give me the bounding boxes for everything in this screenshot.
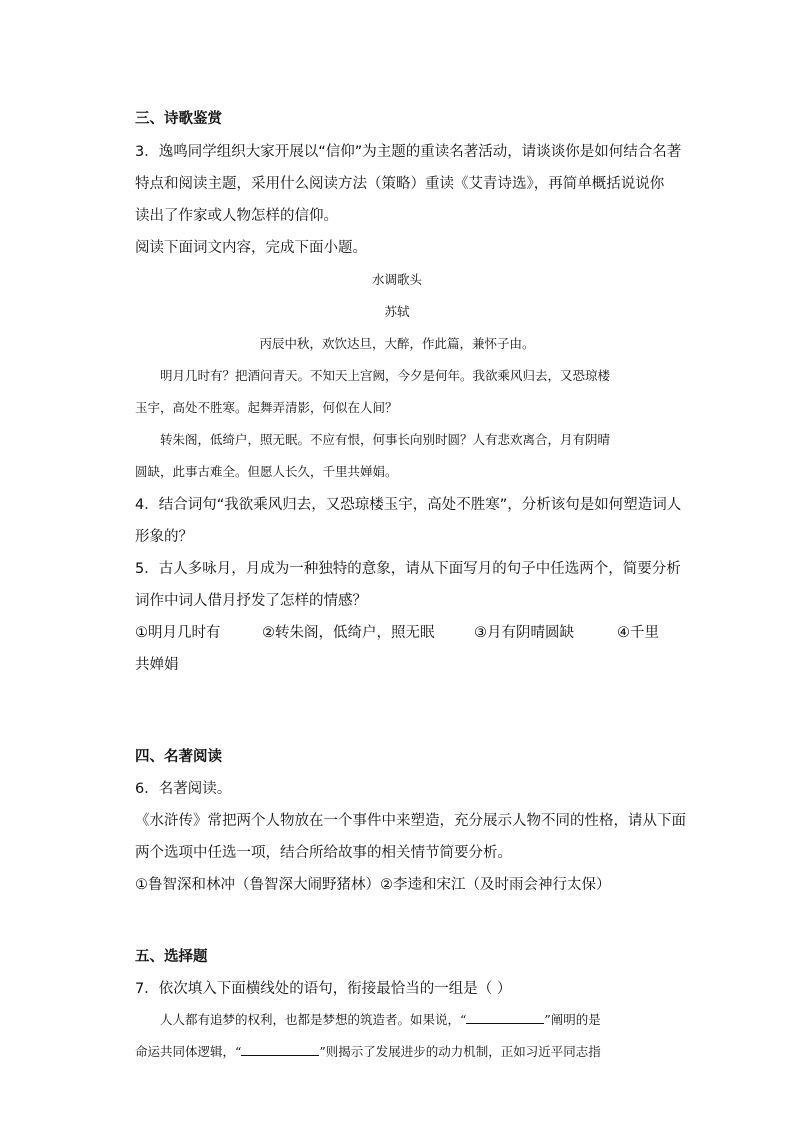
section3-heading: 三、诗歌鉴赏 bbox=[135, 111, 222, 127]
reading-intro: 阅读下面词文内容，完成下面小题。 bbox=[135, 240, 367, 256]
q3-line-1: 3．逸鸣同学组织大家开展以“信仰”为主题的重读名著活动，请谈谈你是如何结合名著 bbox=[135, 144, 682, 160]
q3-line-2: 特点和阅读主题，采用什么阅读方法（策略）重读《艾青诗选》，再简单概括说说你 bbox=[135, 176, 665, 192]
passage-text-a: 人人都有追梦的权利，也都是梦想的筑造者。如果说，“ bbox=[160, 1012, 467, 1027]
option-2: ②转朱阁，低绮户，照无眠 bbox=[262, 625, 435, 641]
poem-line-2: 玉宇，高处不胜寒。起舞弄清影，何似在人间？ bbox=[135, 400, 398, 415]
q6-line-1: 《水浒传》常把两个人物放在一个事件中来塑造，充分展示人物不同的性格，请从下面 bbox=[135, 813, 686, 829]
q4-line-2: 形象的？ bbox=[135, 529, 193, 545]
poem-line-1: 明月几时有？把酒问青天。不知天上宫阙，今夕是何年。我欲乘风归去，又恐琼楼 bbox=[160, 368, 611, 383]
q6-line-3: ①鲁智深和林冲（鲁智深大闹野猪林）②李逵和宋江（及时雨会神行太保） bbox=[135, 877, 611, 893]
option-4-continued: 共婵娟 bbox=[135, 657, 179, 673]
section4-heading: 四、名著阅读 bbox=[135, 749, 222, 765]
poem-author: 苏轼 bbox=[384, 304, 410, 319]
passage-line-2 bbox=[135, 1042, 601, 1060]
q5-line-1: 5．古人多咏月，月成为一种独特的意象，请从下面写月的句子中任选两个，简要分析 bbox=[135, 561, 681, 577]
poem-line-4: 圆缺，此事古难全。但愿人长久，千里共婵娟。 bbox=[135, 464, 398, 479]
fill-blank-2 bbox=[241, 1043, 319, 1056]
fill-blank-1 bbox=[466, 1011, 544, 1024]
poem-line-3: 转朱阁，低绮户，照无眠。不应有恨，何事长向别时圆？人有悲欢离合，月有阴晴 bbox=[160, 432, 611, 447]
q3-line-3: 读出了作家或人物怎样的信仰。 bbox=[135, 208, 338, 224]
option-4: ④千里 bbox=[617, 625, 659, 641]
q7-title: 7．依次填入下面横线处的语句，衔接最恰当的一组是（ ） bbox=[135, 981, 512, 997]
option-1: ①明月几时有 bbox=[135, 625, 221, 641]
option-3: ③月有阴晴圆缺 bbox=[474, 625, 574, 641]
section5-heading: 五、选择题 bbox=[135, 949, 208, 965]
passage-text-b: ”阐明的是 bbox=[544, 1012, 601, 1027]
passage-text-d: ”则揭示了发展进步的动力机制，正如习近平同志指 bbox=[319, 1044, 601, 1059]
q6-line-2: 两个选项中任选一项，结合所给故事的相关情节简要分析。 bbox=[135, 845, 512, 861]
q5-line-2: 词作中词人借月抒发了怎样的情感？ bbox=[135, 593, 367, 609]
q6-title: 6．名著阅读。 bbox=[135, 781, 232, 797]
poem-title: 水调歌头 bbox=[371, 272, 422, 287]
poem-preface: 丙辰中秋，欢饮达旦，大醉，作此篇，兼怀子由。 bbox=[259, 336, 535, 351]
passage-line-1 bbox=[160, 1010, 601, 1028]
passage-text-c: 命运共同体逻辑，“ bbox=[135, 1044, 242, 1059]
q4-line-1: 4．结合词句“我欲乘风归去，又恐琼楼玉宇，高处不胜寒”，分析该句是如何塑造词人 bbox=[135, 497, 682, 513]
